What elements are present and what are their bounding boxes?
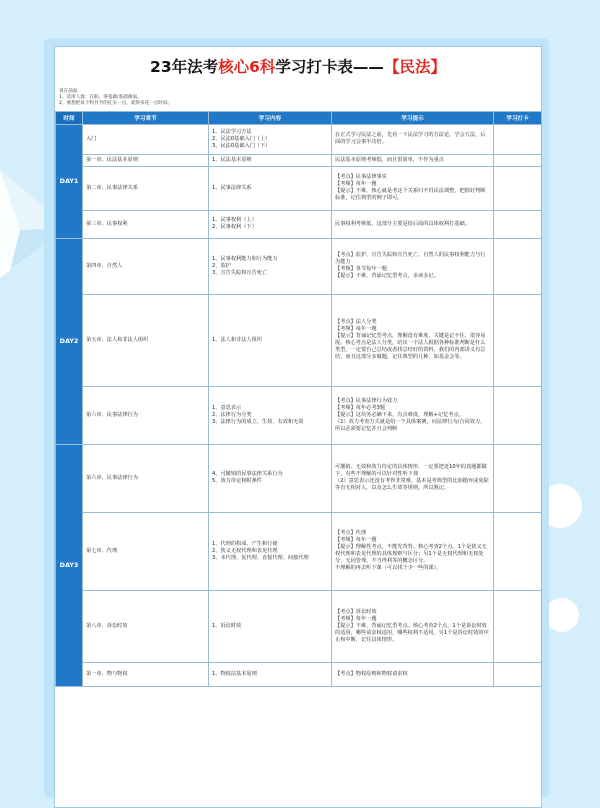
intro-notes xyxy=(55,87,541,111)
content-line: 1、民事权利（上） xyxy=(212,217,257,224)
tip-line: 【考点】法人分类 xyxy=(335,319,377,326)
content-line: 1、民事法律关系 xyxy=(212,184,252,191)
tips-cell xyxy=(332,662,494,686)
day-label: DAY2 xyxy=(56,238,83,444)
page-title xyxy=(55,47,541,87)
check-cell[interactable] xyxy=(494,166,542,210)
content-cell xyxy=(209,124,332,154)
tip-line: 【提示】背诵记忆型考点，理解没有难度，关键是记不住，很容易混。核心考点是法人分类，给出一个法人根据各种标准判断是什么类型。一定要自己总结或者找总结好的资料，我们的内部讲义有总结，而且这部分多做题，记住典型的几种，如基金会等。 xyxy=(335,333,486,361)
day-label: DAY3 xyxy=(56,444,83,686)
tip-line: 在正式学习民法之前，先看一下民法学习的方法论，学会方法，后面的学习会事半功倍。 xyxy=(335,132,486,146)
content-cell xyxy=(209,444,332,512)
check-cell[interactable] xyxy=(494,590,542,662)
content-cell xyxy=(209,590,332,662)
content-cell xyxy=(209,154,332,166)
header-chapter: 学习章节 xyxy=(83,111,209,124)
content-line: 2、狭义无权代理和表见代理 xyxy=(212,547,278,554)
content-cell xyxy=(209,294,332,386)
table-row xyxy=(56,210,542,238)
content-line: 1、诉讼时效 xyxy=(212,622,242,629)
title-highlight: 核心6科 xyxy=(218,58,276,76)
check-cell[interactable] xyxy=(494,210,542,238)
content-line: 3、宣告失踪和宣告死亡 xyxy=(212,269,268,276)
tip-line: 民法基本原则考频低，而且很简单，不作为重点 xyxy=(335,156,444,163)
tips-cell xyxy=(332,444,494,512)
content-line: 3、法律行为的成立、生效、有效和无效 xyxy=(212,418,304,425)
content-line: 4、可撤销的民事法律关系行为 xyxy=(212,471,283,478)
tips-cell xyxy=(332,166,494,210)
tips-cell xyxy=(332,124,494,154)
check-cell[interactable] xyxy=(494,444,542,512)
content-line: 1、民法学习方法 xyxy=(212,128,252,135)
tips-cell xyxy=(332,238,494,294)
content-line: 2、监护 xyxy=(212,262,231,269)
header-time: 时间 xyxy=(56,111,83,124)
tip-line: 【考频】每年必考3题 xyxy=(335,404,385,411)
tip-line: 【考频】每年一题 xyxy=(335,537,377,544)
table-row xyxy=(56,444,542,512)
tip-line: 【考点】代理 xyxy=(335,530,367,537)
table-row xyxy=(56,512,542,590)
tips-cell xyxy=(332,210,494,238)
content-line: 5、效力待定和附条件 xyxy=(212,478,262,485)
tip-line: 不理解的再去听下课（可以找个少一些的课）， xyxy=(335,565,442,572)
content-line: 1、民法基本原则 xyxy=(212,156,252,163)
content-cell xyxy=(209,512,332,590)
tip-line: 【考频】每年一题 xyxy=(335,615,377,622)
header-content: 学习内容 xyxy=(209,111,332,124)
tip-line: 【提示】不难，背诵记忆型考点。核心考查2个点，1个是诉讼时效的适用，哪些请求权适用，哪些权利不适用。另1个是诉讼时效的中止和中断，记住具体情形。 xyxy=(335,622,489,643)
table-row xyxy=(56,590,542,662)
content-line: 2、法律行为分类 xyxy=(212,411,252,418)
chapter-cell: 第八章、诉讼时效 xyxy=(83,590,209,662)
title-prefix: 23年法考 xyxy=(150,58,219,76)
content-line: 1、意思表示 xyxy=(212,404,242,411)
content-cell xyxy=(209,662,332,686)
chapter-cell: 第一章、物与物权 xyxy=(83,662,209,686)
tip-line: 【提示】不难，核心就是考这个关系归不归民法调整，把握好判断标准，记住典型的例子即可。 xyxy=(335,188,486,202)
check-cell[interactable] xyxy=(494,662,542,686)
check-cell[interactable] xyxy=(494,124,542,154)
tip-line: 民事权利考频低，这部分主要是给后面的具体权利打基础。 xyxy=(335,220,470,227)
tip-line: 【考点】民事法律行为效力 xyxy=(335,397,398,404)
study-sheet xyxy=(54,46,542,808)
tips-cell xyxy=(332,154,494,166)
table-row xyxy=(56,386,542,444)
content-line: 1、法人和非法人组织 xyxy=(212,336,262,343)
tip-line: 【考频】每年一题 xyxy=(335,326,377,333)
chapter-cell: 第六章、民事法律行为 xyxy=(83,444,209,512)
check-cell[interactable] xyxy=(494,154,542,166)
table-row xyxy=(56,154,542,166)
tip-line: 【考点】诉讼时效 xyxy=(335,608,377,615)
tip-line: 【考频】各节每年一题 xyxy=(335,266,387,273)
header-check: 学习打卡 xyxy=(494,111,542,124)
table-row xyxy=(56,662,542,686)
tips-cell xyxy=(332,512,494,590)
table-row xyxy=(56,124,542,154)
content-line: 3、民法0基础入门（下） xyxy=(212,142,271,149)
table-row xyxy=(56,238,542,294)
chapter-cell: 第二章、民事法律关系 xyxy=(83,166,209,210)
check-cell[interactable] xyxy=(494,512,542,590)
content-line: 1、代理的构成、产生和行使 xyxy=(212,540,278,547)
title-subject: 【民法】 xyxy=(383,58,446,76)
check-cell[interactable] xyxy=(494,238,542,294)
note-line: 2、要想把每个科目学的扎实一点，就得多花一点时间。 xyxy=(59,101,173,107)
day-label: DAY1 xyxy=(56,124,83,238)
title-middle: 学习打卡表—— xyxy=(275,58,384,76)
content-cell xyxy=(209,238,332,294)
chapter-cell: 第三章、民事权利 xyxy=(83,210,209,238)
table-header-row xyxy=(56,111,542,124)
content-cell xyxy=(209,166,332,210)
check-cell[interactable] xyxy=(494,386,542,444)
header-tips: 学习提示 xyxy=(332,111,494,124)
content-line: 1、物权法基本原则 xyxy=(212,670,257,677)
study-table xyxy=(55,111,542,687)
chapter-cell: 第六章、民事法律行为 xyxy=(83,386,209,444)
check-cell[interactable] xyxy=(494,294,542,386)
content-cell xyxy=(209,386,332,444)
table-row xyxy=(56,166,542,210)
chapter-cell: 第五章、法人和非法人组织 xyxy=(83,294,209,386)
tip-line: 【考点】民事法律事实 xyxy=(335,174,387,181)
tip-line: 【提示】不难，背诵记忆型考点，多读多记。 xyxy=(335,273,439,280)
tip-line: 【提示】这块务必确下来，有点难度，理解+记忆考点。 xyxy=(335,411,464,418)
chapter-cell: 第四章、自然人 xyxy=(83,238,209,294)
chapter-cell: 第七章、代理 xyxy=(83,512,209,590)
tip-line: 可撤销、无效和效力待定的具体情形，一定要把近10年的真题都做下，有些不理解的可以针对性听下课 xyxy=(335,464,487,478)
tips-cell xyxy=(332,386,494,444)
chapter-cell: 第一章、民法基本原则 xyxy=(83,154,209,166)
table-row xyxy=(56,294,542,386)
note-line: 1、适用人群：在职、零基础/基础薄弱。 xyxy=(59,95,142,101)
tip-line: （1）效力考查方式就是给一个具体案例，问法律行为/合同效力，所以必须要记忆并且会判断 xyxy=(335,418,486,432)
content-line: 3、本代理、复代理、直接代理、间接代理 xyxy=(212,554,309,561)
content-line: 1、民事权利能力和行为能力 xyxy=(212,255,278,262)
tips-cell xyxy=(332,590,494,662)
tip-line: 【提示】理解性考点，不能光背背。核心考查2个点，1个是狭义无权代理和表见代理的具体规则与区分；另1个是无权代理和无权处分、无因管理、不当得利等的概念区分。 xyxy=(335,544,487,565)
bubble-decoration xyxy=(545,598,579,632)
tip-line: （2）意思表示还没有考得非常难，基本是考典型的比如抛弃或免除等有无相对人，以及怎么生效等规则，所以熟记。 xyxy=(335,478,489,492)
tip-line: 【考频】每年一题 xyxy=(335,181,377,188)
content-line: 2、民法0基础入门（上） xyxy=(212,135,271,142)
chapter-cell: 入门 xyxy=(83,124,209,154)
content-line: 2、民事权利（下） xyxy=(212,224,257,231)
tips-cell xyxy=(332,294,494,386)
note-line: 说在前面: xyxy=(59,89,79,94)
tip-line: 【考点】监护、宣告失踪和宣告死亡、自然人的民事权利能力与行为能力 xyxy=(335,252,486,266)
tip-line: 【考点】物权原则和物权请求权 xyxy=(335,670,408,677)
content-cell xyxy=(209,210,332,238)
